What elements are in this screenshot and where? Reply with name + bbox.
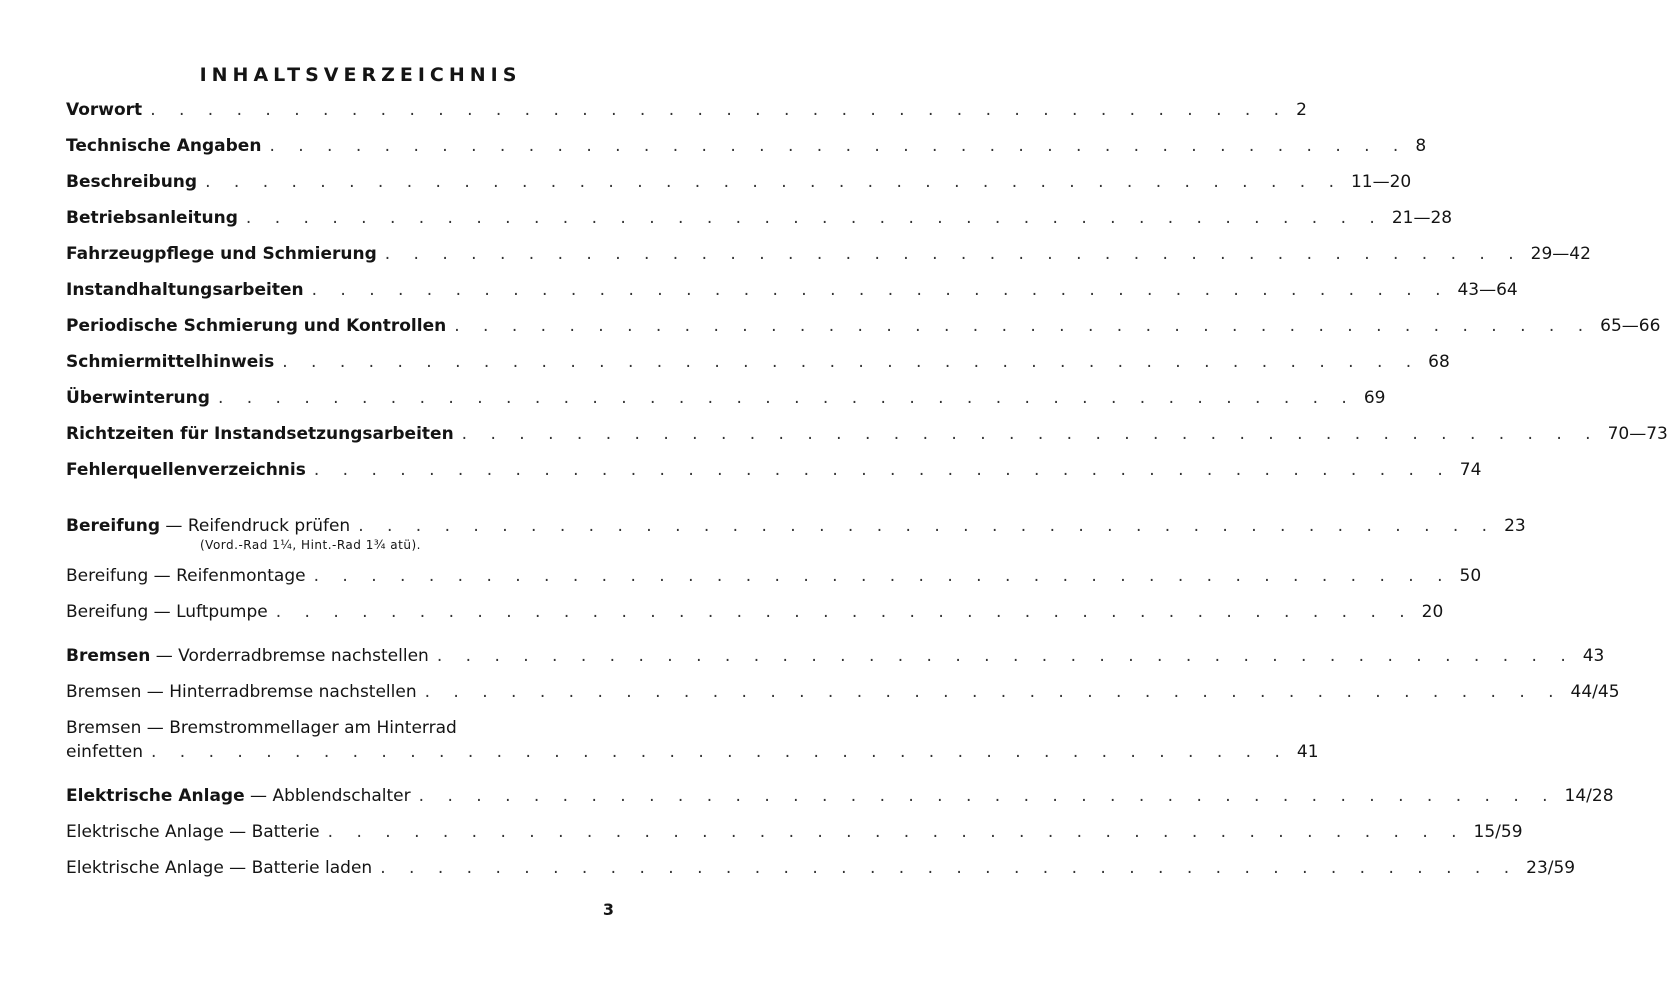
toc-entry	[66, 280, 1518, 306]
toc-entry-page: 2	[1296, 100, 1307, 120]
toc-entry	[66, 352, 1450, 378]
dot-leader: . . . . . . . . . . . . . . . . . . . . . . . . . . . . . . . . . . . . . . . .	[313, 460, 1452, 480]
index-entry-page: 23	[1504, 516, 1526, 536]
index-entry-head: Bereifung	[66, 602, 149, 622]
toc-entry	[66, 424, 1668, 450]
index-entry-separator: —	[150, 646, 179, 666]
index-entry-separator: —	[148, 602, 177, 622]
index-entry-head: Elektrische Anlage	[66, 822, 224, 842]
toc-entry-label: Fahrzeugpflege und Schmierung	[66, 244, 377, 264]
toc-entry-page: 11—20	[1350, 172, 1412, 192]
dot-leader: . . . . . . . . . . . . . . . . . . . . . . . . . . . . . . . . . . . . . . . .	[150, 742, 1289, 762]
toc-entry-page: 65—66	[1600, 316, 1661, 336]
dot-leader: . . . . . . . . . . . . . . . . . . . . . . . . . . . . . . . . . . . . . . . .	[313, 566, 1452, 586]
toc-entry-page: 21—28	[1391, 208, 1453, 228]
toc-entry-page: 43—64	[1457, 280, 1518, 300]
index-entry	[66, 602, 1444, 628]
toc-entry	[66, 316, 1661, 342]
index-entry-topic: einfetten	[66, 742, 143, 762]
index-entry-page: 15/59	[1473, 822, 1523, 842]
index-entry-continuation	[66, 742, 1319, 768]
index-entry-page: 43	[1582, 646, 1605, 666]
index-entry	[66, 646, 1605, 672]
dot-leader: . . . . . . . . . . . . . . . . . . . . . . . . . . . . . . . . . . . . . . . .	[418, 786, 1557, 806]
index-entry-topic: Luftpumpe	[176, 602, 268, 622]
index-entry-topic: Batterie laden	[251, 858, 373, 878]
toc-entry	[66, 460, 1482, 486]
index-entry	[66, 822, 1523, 848]
toc-entry	[66, 100, 1307, 126]
index-entry-page: 23/59	[1526, 858, 1576, 878]
toc-entry-label: Technische Angaben	[66, 136, 262, 156]
dot-leader: . . . . . . . . . . . . . . . . . . . . . . . . . . . . . . . . . . . . . . . .	[380, 858, 1519, 878]
toc-entry-label: Fehlerquellenverzeichnis	[66, 460, 306, 480]
toc-entry-page: 8	[1415, 136, 1427, 156]
toc-entry-label: Periodische Schmierung und Kontrollen	[66, 316, 447, 336]
index-entry-separator: —	[148, 566, 177, 586]
dot-leader: . . . . . . . . . . . . . . . . . . . . . . . . . . . . . . . . . . . . . . . .	[454, 316, 1593, 336]
index-entry-topic: Batterie	[251, 822, 320, 842]
index-entry-topic: Reifendruck prüfen	[187, 516, 351, 536]
toc-entry	[66, 244, 1591, 270]
dot-leader: . . . . . . . . . . . . . . . . . . . . . . . . . . . . . . . . . . . . . . . .	[269, 136, 1408, 156]
index-entry-separator: —	[160, 516, 188, 536]
index-entry-head: Bremsen	[66, 682, 142, 702]
toc-entry-label: Schmiermittelhinweis	[66, 352, 275, 372]
index-entry-head: Bremsen	[66, 646, 151, 666]
index-entry	[66, 718, 457, 738]
dot-leader: . . . . . . . . . . . . . . . . . . . . . . . . . . . . . . . . . . . . . . . .	[384, 244, 1523, 264]
toc-entry-label: Überwinterung	[66, 388, 210, 408]
dot-leader: . . . . . . . . . . . . . . . . . . . . . . . . . . . . . . . . . . . . . . . .	[358, 516, 1497, 536]
reifendruck-note: (Vord.-Rad 1¼, Hint.-Rad 1¾ atü).	[200, 538, 421, 552]
index-entry-topic: Reifenmontage	[176, 566, 306, 586]
toc-entry-label: Betriebsanleitung	[66, 208, 238, 228]
page-number: 3	[602, 900, 614, 919]
index-entry-separator: —	[244, 786, 273, 806]
index-entry-topic: Abblendschalter	[272, 786, 411, 806]
index-entry-separator: —	[223, 822, 252, 842]
index-entry	[66, 858, 1576, 884]
dot-leader: . . . . . . . . . . . . . . . . . . . . . . . . . . . . . . . . . . . . . . . .	[275, 602, 1414, 622]
toc-entry-page: 69	[1363, 388, 1386, 408]
toc-entry-page: 68	[1428, 352, 1450, 372]
dot-leader: . . . . . . . . . . . . . . . . . . . . . . . . . . . . . . . . . . . . . . . .	[311, 280, 1450, 300]
index-entry-head: Elektrische Anlage	[66, 786, 245, 806]
index-entry-separator: —	[141, 682, 170, 702]
toc-entry	[66, 136, 1427, 162]
toc-entry	[66, 208, 1453, 234]
toc-entry-label: Vorwort	[66, 100, 143, 120]
index-entry-topic: Vorderradbremse nachstellen	[178, 646, 429, 666]
toc-entry	[66, 172, 1412, 198]
index-entry-head: Bereifung	[66, 516, 160, 536]
index-entry-page: 20	[1421, 602, 1444, 622]
index-entry-page: 41	[1296, 742, 1319, 762]
page-title: INHALTSVERZEICHNIS	[199, 64, 522, 86]
dot-leader: . . . . . . . . . . . . . . . . . . . . . . . . . . . . . . . . . . . . . . . .	[436, 646, 1575, 666]
index-entry-head: Bremsen	[66, 718, 142, 738]
index-entry	[66, 566, 1482, 592]
index-entry-page: 14/28	[1564, 786, 1614, 806]
index-entry	[66, 682, 1620, 708]
index-entry-page: 44/45	[1570, 682, 1620, 702]
dot-leader: . . . . . . . . . . . . . . . . . . . . . . . . . . . . . . . . . . . . . . . .	[217, 388, 1356, 408]
index-entry	[66, 786, 1614, 812]
dot-leader: . . . . . . . . . . . . . . . . . . . . . . . . . . . . . . . . . . . . . . . .	[282, 352, 1421, 372]
dot-leader: . . . . . . . . . . . . . . . . . . . . . . . . . . . . . . . . . . . . . . . .	[461, 424, 1600, 444]
index-entry-topic: Hinterradbremse nachstellen	[169, 682, 417, 702]
toc-entry	[66, 388, 1386, 414]
toc-entry-page: 29—42	[1530, 244, 1591, 264]
dot-leader: . . . . . . . . . . . . . . . . . . . . . . . . . . . . . . . . . . . . . . . .	[150, 100, 1289, 120]
index-entry-separator: —	[223, 858, 252, 878]
index-entry-page: 50	[1459, 566, 1482, 586]
toc-entry-label: Beschreibung	[66, 172, 198, 192]
dot-leader: . . . . . . . . . . . . . . . . . . . . . . . . . . . . . . . . . . . . . . . .	[424, 682, 1563, 702]
index-entry-topic: Bremstrommellager am Hinterrad	[169, 718, 457, 738]
toc-entry-label: Instandhaltungsarbeiten	[66, 280, 304, 300]
toc-entry-page: 74	[1459, 460, 1482, 480]
dot-leader: . . . . . . . . . . . . . . . . . . . . . . . . . . . . . . . . . . . . . . . .	[327, 822, 1466, 842]
dot-leader: . . . . . . . . . . . . . . . . . . . . . . . . . . . . . . . . . . . . . . . .	[245, 208, 1384, 228]
index-entry-separator: —	[141, 718, 170, 738]
index-entry-head: Elektrische Anlage	[66, 858, 224, 878]
toc-entry-page: 70—73	[1607, 424, 1668, 444]
index-entry-head: Bereifung	[66, 566, 149, 586]
toc-entry-label: Richtzeiten für Instandsetzungsarbeiten	[66, 424, 454, 444]
dot-leader: . . . . . . . . . . . . . . . . . . . . . . . . . . . . . . . . . . . . . . . .	[205, 172, 1343, 192]
